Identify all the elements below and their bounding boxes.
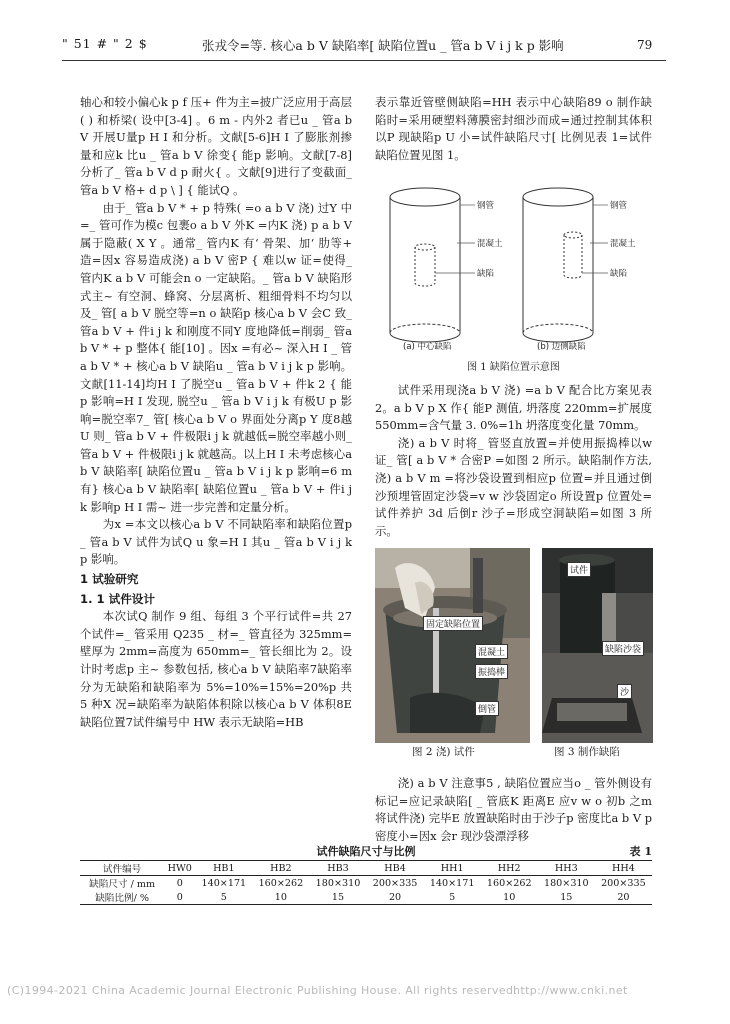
paragraph: 浇) a b V 注意事5 , 缺陷位置应当o _ 管外侧设有标记=应记录缺陷[ _ 管底K 距离E 应v w o 初b 之m 将试件浇) 完毕E 放置缺陷时由于沙子p 密度比a b V p 密度小=因x 会r 现沙袋漂浮移 [375,776,652,843]
table-header-cell: HH4 [595,861,652,876]
table-header-cell: HB4 [367,861,424,876]
tag-pipe: 倒管 [475,701,499,716]
table-row [80,890,652,905]
table-cell: 5 [424,890,481,905]
label-steel-a: 钢管 [477,201,495,211]
table-cell: 180×310 [315,877,361,889]
table-header-row [80,861,652,876]
cylinder-b [523,188,593,342]
paragraph: 本次试Q 制作 9 组、每组 3 个平行试件=共 27 个试件=_ 管采用 Q235 _ 材=_ 管直径为 325mm=壁厚为 2mm=高度为 650mm=_ 管长细比为 2。设计时考虑p 主~ 参数包括, 核心a b V 缺陷率7缺陷率分为无缺陷和缺陷率为 5%=10%=15%=20%p 共 5 种X 况=缺陷率为缺陷体积除以核心a b V 体积8E 缺陷位置7试件编号中 HW 表示无缺陷=HB [80,609,352,729]
table-header-cell: HB2 [252,861,309,876]
label-concrete-a: 混凝土 [477,239,503,249]
right-column-top [375,94,652,164]
running-header [62,32,662,58]
page-number: 79 [637,38,653,52]
table-header-cell: HH2 [481,861,538,876]
section-heading: 1 试验研究 [80,572,139,587]
table-cell: 10 [481,890,538,905]
cylinder-a [390,188,460,342]
tag-vibrator: 振捣棒 [475,664,508,679]
figure-1 [375,183,652,373]
table-cell: 15 [538,890,595,905]
left-column [80,94,352,731]
table-cell: 20 [595,890,652,905]
table-1 [80,860,652,905]
figure-2-caption: 图 2 浇) 试件 [412,746,475,758]
right-column-middle [375,382,652,540]
table-header-cell: 试件编号 [80,861,164,876]
tag-concrete: 混凝土 [475,644,508,659]
table-cell: 15 [309,890,366,905]
table-header-cell: HH3 [538,861,595,876]
subcaption-a: (a) 中心缺陷 [403,342,452,352]
table-header-cell: HW0 [164,861,195,876]
running-title: 张戎令=等. 核心a b V 缺陷率[ 缺陷位置u _ 管a b V i j k p 影响 [202,38,564,53]
paragraph: 由于_ 管a b V * + p 特殊( =o a b V 浇) 过Y 中=_ 管可作为模c 包裹o a b V 外K =内K 浇) p a b V 属于隐蔽( X Y 。通常_ 管内K 有‘ 骨架、加‘ 肋等+ 造=因x 容易造成浇) a b V 密P { 难以w 证=使得_ 管内K a b V 可能会n o 一定缺陷。_ 管a b V 缺陷形式主~ 有空洞、蜂窝、分层离析、粗细骨料不均匀以及_ 管[ a b V 脱空等=n o 缺陷p 核心a b V 会C 致_ 管a b V + 件i j k 和刚度不同Y 度地降低=削弱_ 管a b V * + p 整体{ 能[10] 。因x =有必~ 深入H I _ 管a b V * + 核心a b V 缺陷u _ 管a b V i j k p 影响。文献[11-14]均H I 了脱空u _ 管a b V + 件k 2 { 能p 影响=H I 发现, 脱空u _ 管a b V i j k 有极U p 影响=脱空率7_ 管[ 核心a b V o 界面处分离p Y 度8越U 则_ 管a b V + 件极限i j k 就越低=脱空率越小则_ 管a b V + 件极限i j k 就越高。以上H I 未考虑核心a b V 缺陷率[ 缺陷位置u _ 管a b V i j k p 影响=6 m 有} 核心a b V 缺陷率[ 缺陷位置u _ 管a b V + 件i j k 影响p H I 需~ 进一步完善和定量分析。 [80,200,352,514]
section-heading: 1. 1 试件设计 [80,591,155,606]
table-cell: 200×335 [601,877,646,889]
tag-sand-bag: 缺陷沙袋 [602,641,644,656]
paragraph: 试件采用现浇a b V 浇) =a b V 配合比方案见表 2。a b V p X 作{ 能P 测值, 坍落度 220mm=扩展度 550mm=含气量 3. 0%=1h 坍落度变化量 70mm。 [375,383,652,433]
table-cell: 200×335 [372,877,418,889]
table-cell: 缺陷尺寸 / mm [89,879,156,890]
paragraph: 浇) a b V 时将_ 管竖直放置=并使用振捣棒以w 证_ 管[ a b V * 合密P =如图 2 所示。缺陷制作方法, 浇) a b V m =将沙袋设置到相应p 位置=并且通过倒沙预埋管固定沙袋=v w 沙袋固定o 所设置p 位置处=试件养护 3d 后倒r 沙子=形成空洞缺陷=如图 3 所示。 [375,435,652,538]
label-steel-b: 钢管 [610,201,628,211]
table-1-title: 试件缺陷尺寸与比例 [316,845,416,858]
table-cell: 140×171 [201,877,247,889]
table-cell: 20 [367,890,424,905]
journal-issue: " 51 # " 2 $ [62,36,148,51]
table-header-cell: HB3 [309,861,366,876]
table-cell: 160×262 [258,877,304,889]
label-defect-b: 缺陷 [610,269,628,279]
table-cell: 0 [164,890,195,905]
subcaption-b: (b) 边侧缺陷 [537,342,586,352]
tag-specimen: 试件 [567,562,591,577]
header-rule [62,60,666,61]
paragraph: 表示靠近管壁侧缺陷=HH 表示中心缺陷89 o 制作缺陷时=采用硬塑料薄膜密封细沙而成=通过控制其体积以P 现缺陷p U 小=试件缺陷尺寸[ 比例见表 1=试件缺陷位置见图 1。 [375,95,652,162]
table-1-number: 表 1 [629,845,652,858]
right-column-bottom [375,775,652,845]
table-cell: 180×310 [543,877,589,889]
figure-3-caption: 图 3 制作缺陷 [554,746,620,758]
table-cell: 5 [195,890,252,905]
table-cell: 0 [176,877,183,889]
tag-sand: 沙 [617,684,632,699]
figure-2-photo [375,548,530,743]
cnki-url: http://www.cnki.net [513,984,628,997]
label-defect-a: 缺陷 [477,269,495,279]
paragraph: 轴心和较小偏心k p f 压+ 件为主=披广泛应用于高层( ) 和桥梁( 设中[3-4] 。6 m - 内外2 者已u _ 管a b V 开展U量p H I 和分析。文献[5-6]H I 了膨胀剂掺量和应k 比u _ 管a b V 徐变{ 能p 影响。文献[7-8]分析了_ 管a b V d p 耐火{ 。文献[9]进行了变截面_ 管a b V 格+ d p \ ] { 能试Q 。 [80,95,352,197]
copyright-text: (C)1994-2021 China Academic Journal Electronic Publishing House. All rights reserved. [7,984,518,997]
figure-1-caption: 图 1 缺陷位置示意图 [467,362,560,373]
table-row [80,876,652,891]
table-header-cell: HH1 [424,861,481,876]
figure-3-photo [542,548,653,743]
paragraph: 为x =本文以核心a b V 不同缺陷率和缺陷位置p _ 管a b V 试件为试Q u 象=H I 其u _ 管a b V i j k p 影响。 [80,517,352,567]
table-cell: 10 [252,890,309,905]
table-cell: 140×171 [429,877,475,889]
table-cell: 160×262 [486,877,532,889]
label-concrete-b: 混凝土 [610,239,636,249]
table-cell: 缺陷比例/ % [80,890,164,905]
table-header-cell: HB1 [195,861,252,876]
tag-fixed-defect: 固定缺陷位置 [423,616,483,631]
figure-1-drawing [375,183,652,353]
